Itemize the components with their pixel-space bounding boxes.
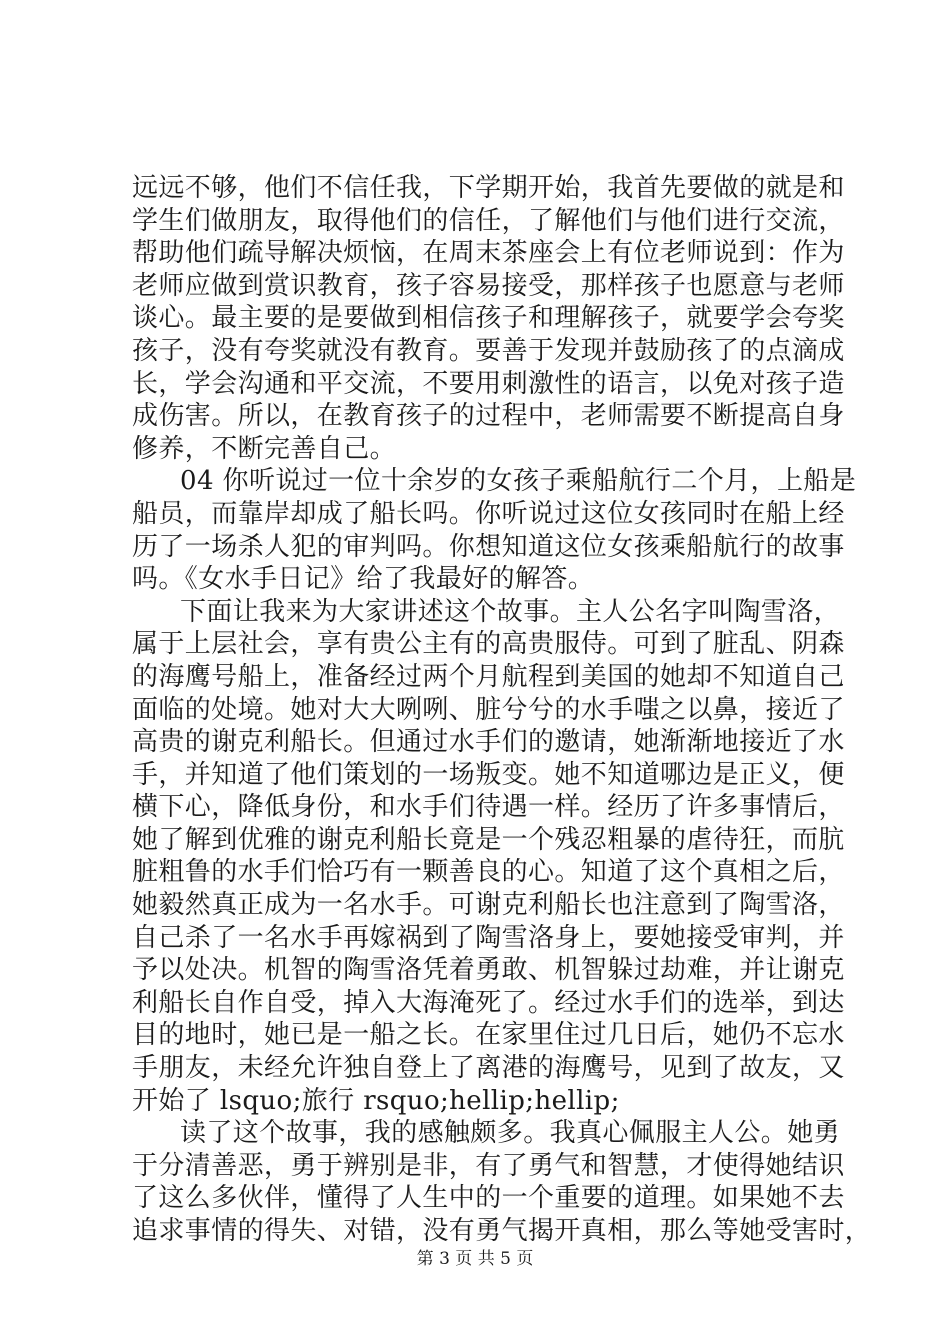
text-line: 予以处决。机智的陶雪洛凭着勇敢、机智躲过劫难，并让谢克 [132,955,845,986]
text-line: 开始了 lsquo;旅行 rsquo;hellip;hellip; [132,1085,620,1116]
text-line: 船员，而靠岸却成了船长吗。你听说过这位女孩同时在船上经 [132,498,845,529]
text-line: 她毅然真正成为一名水手。可谢克利船长也注意到了陶雪洛， [132,890,845,921]
text-line: 帮助他们疏导解决烦恼，在周末茶座会上有位老师说到：作为 [132,238,845,269]
text-line: 孩子，没有夸奖就没有教育。要善于发现并鼓励孩了的点滴成 [132,335,845,366]
text-line: 她了解到优雅的谢克利船长竟是一个残忍粗暴的虐待狂，而肮 [132,824,845,855]
text-line: 04 你听说过一位十余岁的女孩子乘船航行二个月，上船是 [180,466,857,497]
paragraph [132,172,845,465]
text-line: 自己杀了一名水手再嫁祸到了陶雪洛身上，要她接受审判，并 [132,922,845,953]
text-line: 下面让我来为大家讲述这个故事。主人公名字叫陶雪洛， [180,596,841,627]
text-line: 修养，不断完善自己。 [132,433,397,464]
text-line: 长，学会沟通和平交流，不要用刺激性的语言，以免对孩子造 [132,368,845,399]
text-line: 目的地时，她已是一船之长。在家里住过几日后，她仍不忘水 [132,1020,845,1051]
paragraph [132,465,857,595]
text-line: 利船长自作自受，掉入大海淹死了。经过水手们的选举，到达 [132,987,845,1018]
text-line: 老师应做到赏识教育，孩子容易接受，那样孩子也愿意与老师 [132,270,845,301]
text-line: 于分清善恶，勇于辨别是非，有了勇气和智慧，才使得她结识 [132,1150,845,1181]
text-line: 属于上层社会，享有贵公主有的高贵服侍。可到了脏乱、阴森 [132,629,845,660]
text-line: 手，并知道了他们策划的一场叛变。她不知道哪边是正义，便 [132,759,845,790]
text-line: 远远不够，他们不信任我，下学期开始，我首先要做的就是和 [132,173,845,203]
text-line: 的海鹰号船上，准备经过两个月航程到美国的她却不知道自己 [132,661,845,692]
text-line: 谈心。最主要的是要做到相信孩子和理解孩子，就要学会夸奖 [132,303,845,334]
text-line: 学生们做朋友，取得他们的信任，了解他们与他们进行交流， [132,205,845,236]
text-line: 吗。《女水手日记》给了我最好的解答。 [132,564,595,595]
text-line: 高贵的谢克利船长。但通过水手们的邀请，她渐渐地接近了水 [132,727,845,758]
text-line: 读了这个故事，我的感触颇多。我真心佩服主人公。她勇 [180,1118,841,1149]
paragraph [132,1117,872,1247]
body-text [132,172,872,1248]
paragraph [132,596,845,1118]
text-line: 成伤害。所以，在教育孩子的过程中，老师需要不断提高自身 [132,401,845,432]
text-line: 历了一场杀人犯的审判吗。你想知道这位女孩乘船航行的故事 [132,531,845,562]
text-line: 脏粗鲁的水手们恰巧有一颗善良的心。知道了这个真相之后， [132,857,845,888]
text-line: 手朋友，未经允许独自登上了离港的海鹰号，见到了故友，又 [132,1053,845,1084]
text-line: 横下心，降低身份，和水手们待遇一样。经历了许多事情后， [132,792,845,823]
text-line: 了这么多伙伴，懂得了人生中的一个重要的道理。如果她不去 [132,1183,845,1214]
text-line: 面临的处境。她对大大咧咧、脏兮兮的水手嗤之以鼻，接近了 [132,694,845,725]
page-footer: 第 3 页 共 5 页 [416,1249,534,1269]
text-line: 追求事情的得失、对错，没有勇气揭开真相，那么等她受害时， [132,1216,872,1246]
